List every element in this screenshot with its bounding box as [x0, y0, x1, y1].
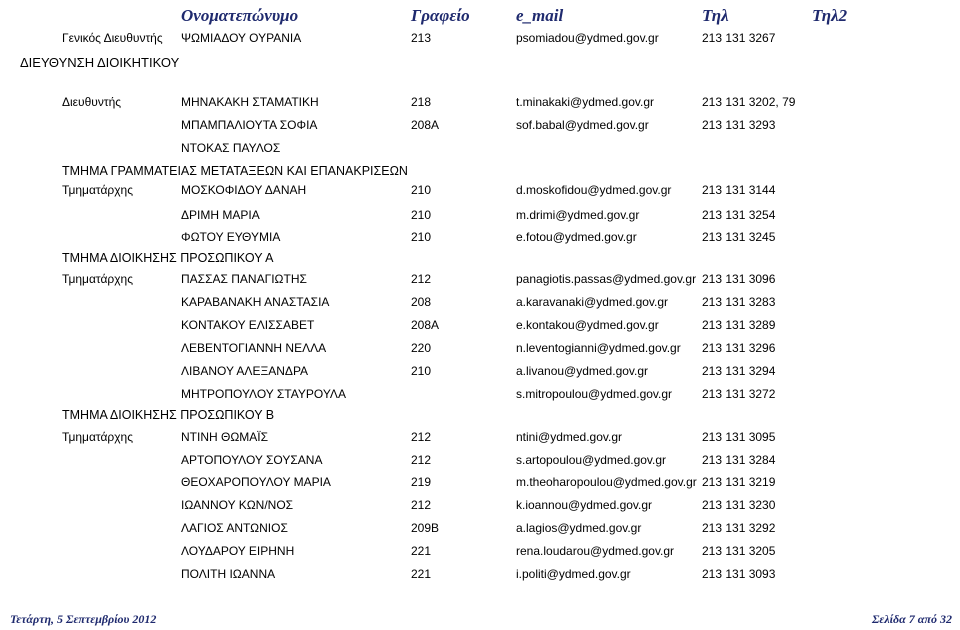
tel-cell: 213 131 3293 — [702, 118, 776, 132]
email-cell[interactable]: s.artopoulou@ydmed.gov.gr — [516, 453, 667, 467]
office-cell: 209Β — [411, 521, 440, 535]
office-cell: 212 — [411, 430, 432, 444]
email-cell[interactable]: e.kontakou@ydmed.gov.gr — [516, 318, 659, 332]
email-cell[interactable]: e.fotou@ydmed.gov.gr — [516, 230, 637, 244]
role-cell: Τμηματάρχης — [62, 272, 133, 286]
name-cell: ΛΙΒΑΝΟΥ ΑΛΕΞΑΝΔΡΑ — [181, 364, 309, 378]
name-cell: ΘΕΟΧΑΡΟΠΟΥΛΟΥ ΜΑΡΙΑ — [181, 475, 331, 489]
section-heading: ΔΙΕΥΘΥΝΣΗ ΔΙΟΙΚΗΤΙΚΟΥ — [20, 55, 180, 70]
name-cell: ΦΩΤΟΥ ΕΥΘΥΜΙΑ — [181, 230, 281, 244]
email-cell[interactable]: m.theoharopoulou@ydmed.gov.gr — [516, 475, 697, 489]
table-row — [0, 118, 960, 136]
tel-cell: 213 131 3093 — [702, 567, 776, 581]
office-cell: 210 — [411, 183, 432, 197]
email-cell[interactable]: rena.loudarou@ydmed.gov.gr — [516, 544, 675, 558]
name-cell: ΚΟΝΤΑΚΟΥ ΕΛΙΣΣΑΒΕΤ — [181, 318, 315, 332]
office-cell: 218 — [411, 95, 432, 109]
email-cell[interactable]: a.livanou@ydmed.gov.gr — [516, 364, 649, 378]
table-row — [0, 141, 960, 159]
tel-cell: 213 131 3096 — [702, 272, 776, 286]
tel-cell: 213 131 3245 — [702, 230, 776, 244]
name-cell: ΛΟΥΔΑΡΟΥ ΕΙΡΗΝΗ — [181, 544, 295, 558]
email-cell[interactable]: psomiadou@ydmed.gov.gr — [516, 31, 659, 45]
footer-date: Τετάρτη, 5 Σεπτεμβρίου 2012 — [10, 612, 157, 626]
name-cell: ΑΡΤΟΠΟΥΛΟΥ ΣΟΥΣΑΝΑ — [181, 453, 323, 467]
office-cell: 212 — [411, 498, 432, 512]
name-cell: ΝΤΙΝΗ ΘΩΜΑΪΣ — [181, 430, 269, 444]
email-cell[interactable]: k.ioannou@ydmed.gov.gr — [516, 498, 653, 512]
tel-cell: 213 131 3144 — [702, 183, 776, 197]
office-cell: 210 — [411, 230, 432, 244]
email-cell[interactable]: t.minakaki@ydmed.gov.gr — [516, 95, 655, 109]
tel-cell: 213 131 3272 — [702, 387, 776, 401]
table-row — [0, 208, 960, 226]
email-cell[interactable]: i.politi@ydmed.gov.gr — [516, 567, 631, 581]
role-cell: Διευθυντής — [62, 95, 122, 109]
table-row — [0, 272, 960, 290]
email-cell[interactable]: panagiotis.passas@ydmed.gov.gr — [516, 272, 697, 286]
tel-cell: 213 131 3289 — [702, 318, 776, 332]
header-tel: Τηλ — [702, 6, 729, 25]
office-cell: 208Α — [411, 118, 440, 132]
tel-cell: 213 131 3292 — [702, 521, 776, 535]
email-cell[interactable]: sof.babal@ydmed.gov.gr — [516, 118, 649, 132]
tel-cell: 213 131 3267 — [702, 31, 776, 45]
tel-cell: 213 131 3205 — [702, 544, 776, 558]
tel-cell: 213 131 3294 — [702, 364, 776, 378]
tel-cell: 213 131 3230 — [702, 498, 776, 512]
role-cell: Γενικός Διευθυντής — [62, 31, 163, 45]
tel-cell: 213 131 3283 — [702, 295, 776, 309]
email-cell[interactable]: ntini@ydmed.gov.gr — [516, 430, 623, 444]
table-row — [0, 544, 960, 562]
role-cell: Τμηματάρχης — [62, 430, 133, 444]
table-row — [0, 521, 960, 539]
email-cell[interactable]: d.moskofidou@ydmed.gov.gr — [516, 183, 672, 197]
email-cell[interactable]: a.lagios@ydmed.gov.gr — [516, 521, 642, 535]
table-row — [0, 95, 960, 113]
name-cell: ΚΑΡΑΒΑΝΑΚΗ ΑΝΑΣΤΑΣΙΑ — [181, 295, 330, 309]
email-cell[interactable]: a.karavanaki@ydmed.gov.gr — [516, 295, 669, 309]
office-cell: 210 — [411, 208, 432, 222]
name-cell: ΜΗΤΡΟΠΟΥΛΟΥ ΣΤΑΥΡΟΥΛΑ — [181, 387, 346, 401]
table-row — [0, 475, 960, 493]
tel-cell: 213 131 3095 — [702, 430, 776, 444]
name-cell: ΜΠΑΜΠΑΛΙΟΥΤΑ ΣΟΦΙΑ — [181, 118, 318, 132]
tel-cell: 213 131 3284 — [702, 453, 776, 467]
table-row — [0, 387, 960, 405]
table-row — [0, 31, 960, 49]
table-row — [0, 567, 960, 585]
section-heading: ΤΜΗΜΑ ΓΡΑΜΜΑΤΕΙΑΣ ΜΕΤΑΤΑΞΕΩΝ ΚΑΙ ΕΠΑΝΑΚΡΙΣΕΩΝ — [62, 164, 408, 178]
footer-page: Σελίδα 7 από 32 — [872, 612, 952, 626]
table-row — [0, 430, 960, 448]
table-row — [0, 318, 960, 336]
name-cell: ΙΩΑΝΝΟΥ ΚΩΝ/ΝΟΣ — [181, 498, 294, 512]
office-cell: 210 — [411, 364, 432, 378]
name-cell: ΝΤΟΚΑΣ ΠΑΥΛΟΣ — [181, 141, 281, 155]
table-row — [0, 453, 960, 471]
header-email: e_mail — [516, 6, 564, 25]
table-row — [0, 295, 960, 313]
tel-cell: 213 131 3202, 79 — [702, 95, 796, 109]
name-cell: ΠΟΛΙΤΗ ΙΩΑΝΝΑ — [181, 567, 276, 581]
header-name: Ονοματεπώνυμο — [181, 6, 299, 25]
name-cell: ΔΡΙΜΗ ΜΑΡΙΑ — [181, 208, 260, 222]
name-cell: ΜΟΣΚΟΦΙΔΟΥ ΔΑΝΑΗ — [181, 183, 307, 197]
name-cell: ΨΩΜΙΑΔΟΥ ΟΥΡΑΝΙΑ — [181, 31, 302, 45]
office-cell: 220 — [411, 341, 432, 355]
section-heading: ΤΜΗΜΑ ΔΙΟΙΚΗΣΗΣ ΠΡΟΣΩΠΙΚΟΥ Α — [62, 251, 274, 265]
office-cell: 212 — [411, 272, 432, 286]
name-cell: ΜΗΝΑΚΑΚΗ ΣΤΑΜΑΤΙΚΗ — [181, 95, 319, 109]
name-cell: ΛΕΒΕΝΤΟΓΙΑΝΝΗ ΝΕΛΛΑ — [181, 341, 327, 355]
tel-cell: 213 131 3219 — [702, 475, 776, 489]
office-cell: 208 — [411, 295, 432, 309]
table-row — [0, 230, 960, 248]
header-tel2: Τηλ2 — [812, 6, 848, 25]
office-cell: 213 — [411, 31, 432, 45]
header-office: Γραφείο — [411, 6, 470, 25]
tel-cell: 213 131 3254 — [702, 208, 776, 222]
name-cell: ΠΑΣΣΑΣ ΠΑΝΑΓΙΩΤΗΣ — [181, 272, 307, 286]
name-cell: ΛΑΓΙΟΣ ΑΝΤΩΝΙΟΣ — [181, 521, 288, 535]
office-cell: 219 — [411, 475, 432, 489]
email-cell[interactable]: n.leventogianni@ydmed.gov.gr — [516, 341, 681, 355]
table-row — [0, 341, 960, 359]
table-row — [0, 183, 960, 201]
email-cell[interactable]: s.mitropoulou@ydmed.gov.gr — [516, 387, 673, 401]
email-cell[interactable]: m.drimi@ydmed.gov.gr — [516, 208, 640, 222]
table-row — [0, 364, 960, 382]
office-cell: 208Α — [411, 318, 440, 332]
tel-cell: 213 131 3296 — [702, 341, 776, 355]
role-cell: Τμηματάρχης — [62, 183, 133, 197]
office-cell: 221 — [411, 567, 432, 581]
section-heading: ΤΜΗΜΑ ΔΙΟΙΚΗΣΗΣ ΠΡΟΣΩΠΙΚΟΥ Β — [62, 408, 275, 422]
table-row — [0, 498, 960, 516]
office-cell: 212 — [411, 453, 432, 467]
office-cell: 221 — [411, 544, 432, 558]
